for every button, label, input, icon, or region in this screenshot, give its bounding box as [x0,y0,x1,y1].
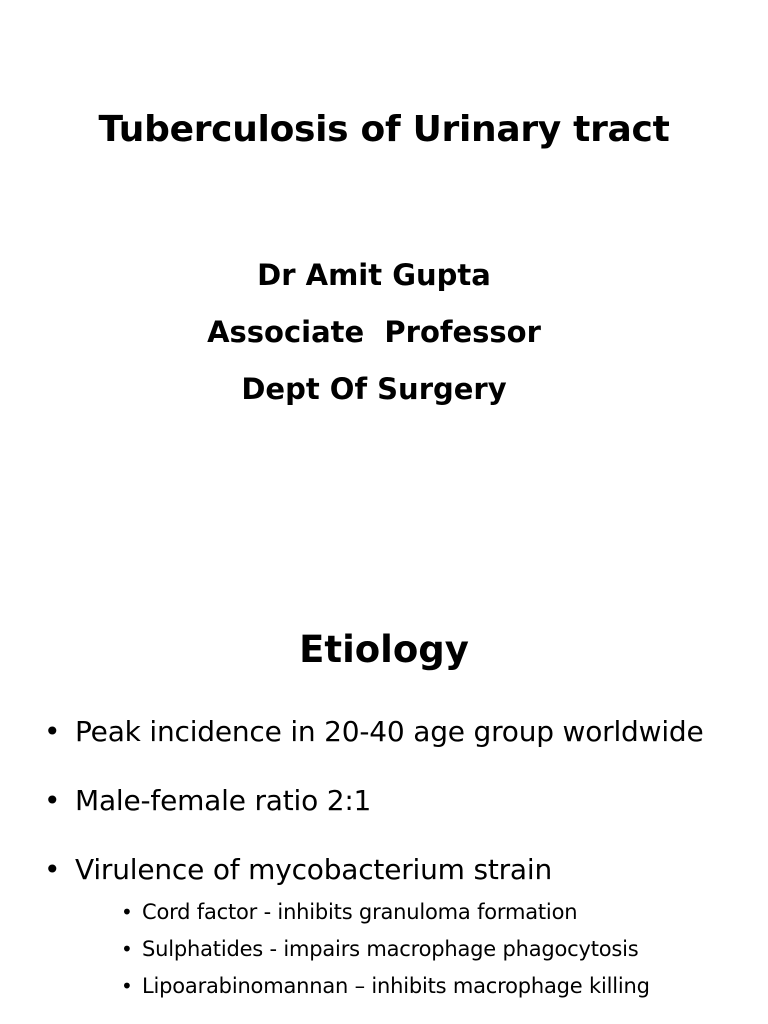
bullet-item [0,708,768,756]
bullet-icon: • [44,715,61,748]
slide-title: Etiology [299,628,469,671]
sub-bullet-item [0,971,768,1001]
sub-bullet-item [0,934,768,964]
bullet-text: Male-female ratio 2:1 [75,784,372,817]
bullet-icon: • [121,900,133,924]
bullet-icon: • [121,937,133,961]
bullet-text: Virulence of mycobacterium strain [75,853,553,886]
etiology-slide [0,576,768,1024]
author-name: Dr Amit Gupta [257,258,491,292]
bullet-icon: • [121,974,133,998]
bullet-icon: • [44,784,61,817]
bullet-item [0,846,768,894]
bullet-item [0,777,768,825]
slide-subtitle [0,250,748,421]
author-position: Associate Professor [207,315,541,349]
sub-bullet-item [0,897,768,927]
bullet-list [0,708,768,1008]
sub-bullet-text: Cord factor - inhibits granuloma formation [142,900,578,924]
bullet-text: Peak incidence in 20-40 age group worldwide [75,715,704,748]
sub-bullet-text: Sulphatides - impairs macrophage phagocytosis [142,937,639,961]
slide-title: Tuberculosis of Urinary tract [98,109,670,150]
bullet-icon: • [44,853,61,886]
sub-bullet-text: Lipoarabinomannan – inhibits macrophage killing [142,974,650,998]
author-department: Dept Of Surgery [241,372,507,406]
